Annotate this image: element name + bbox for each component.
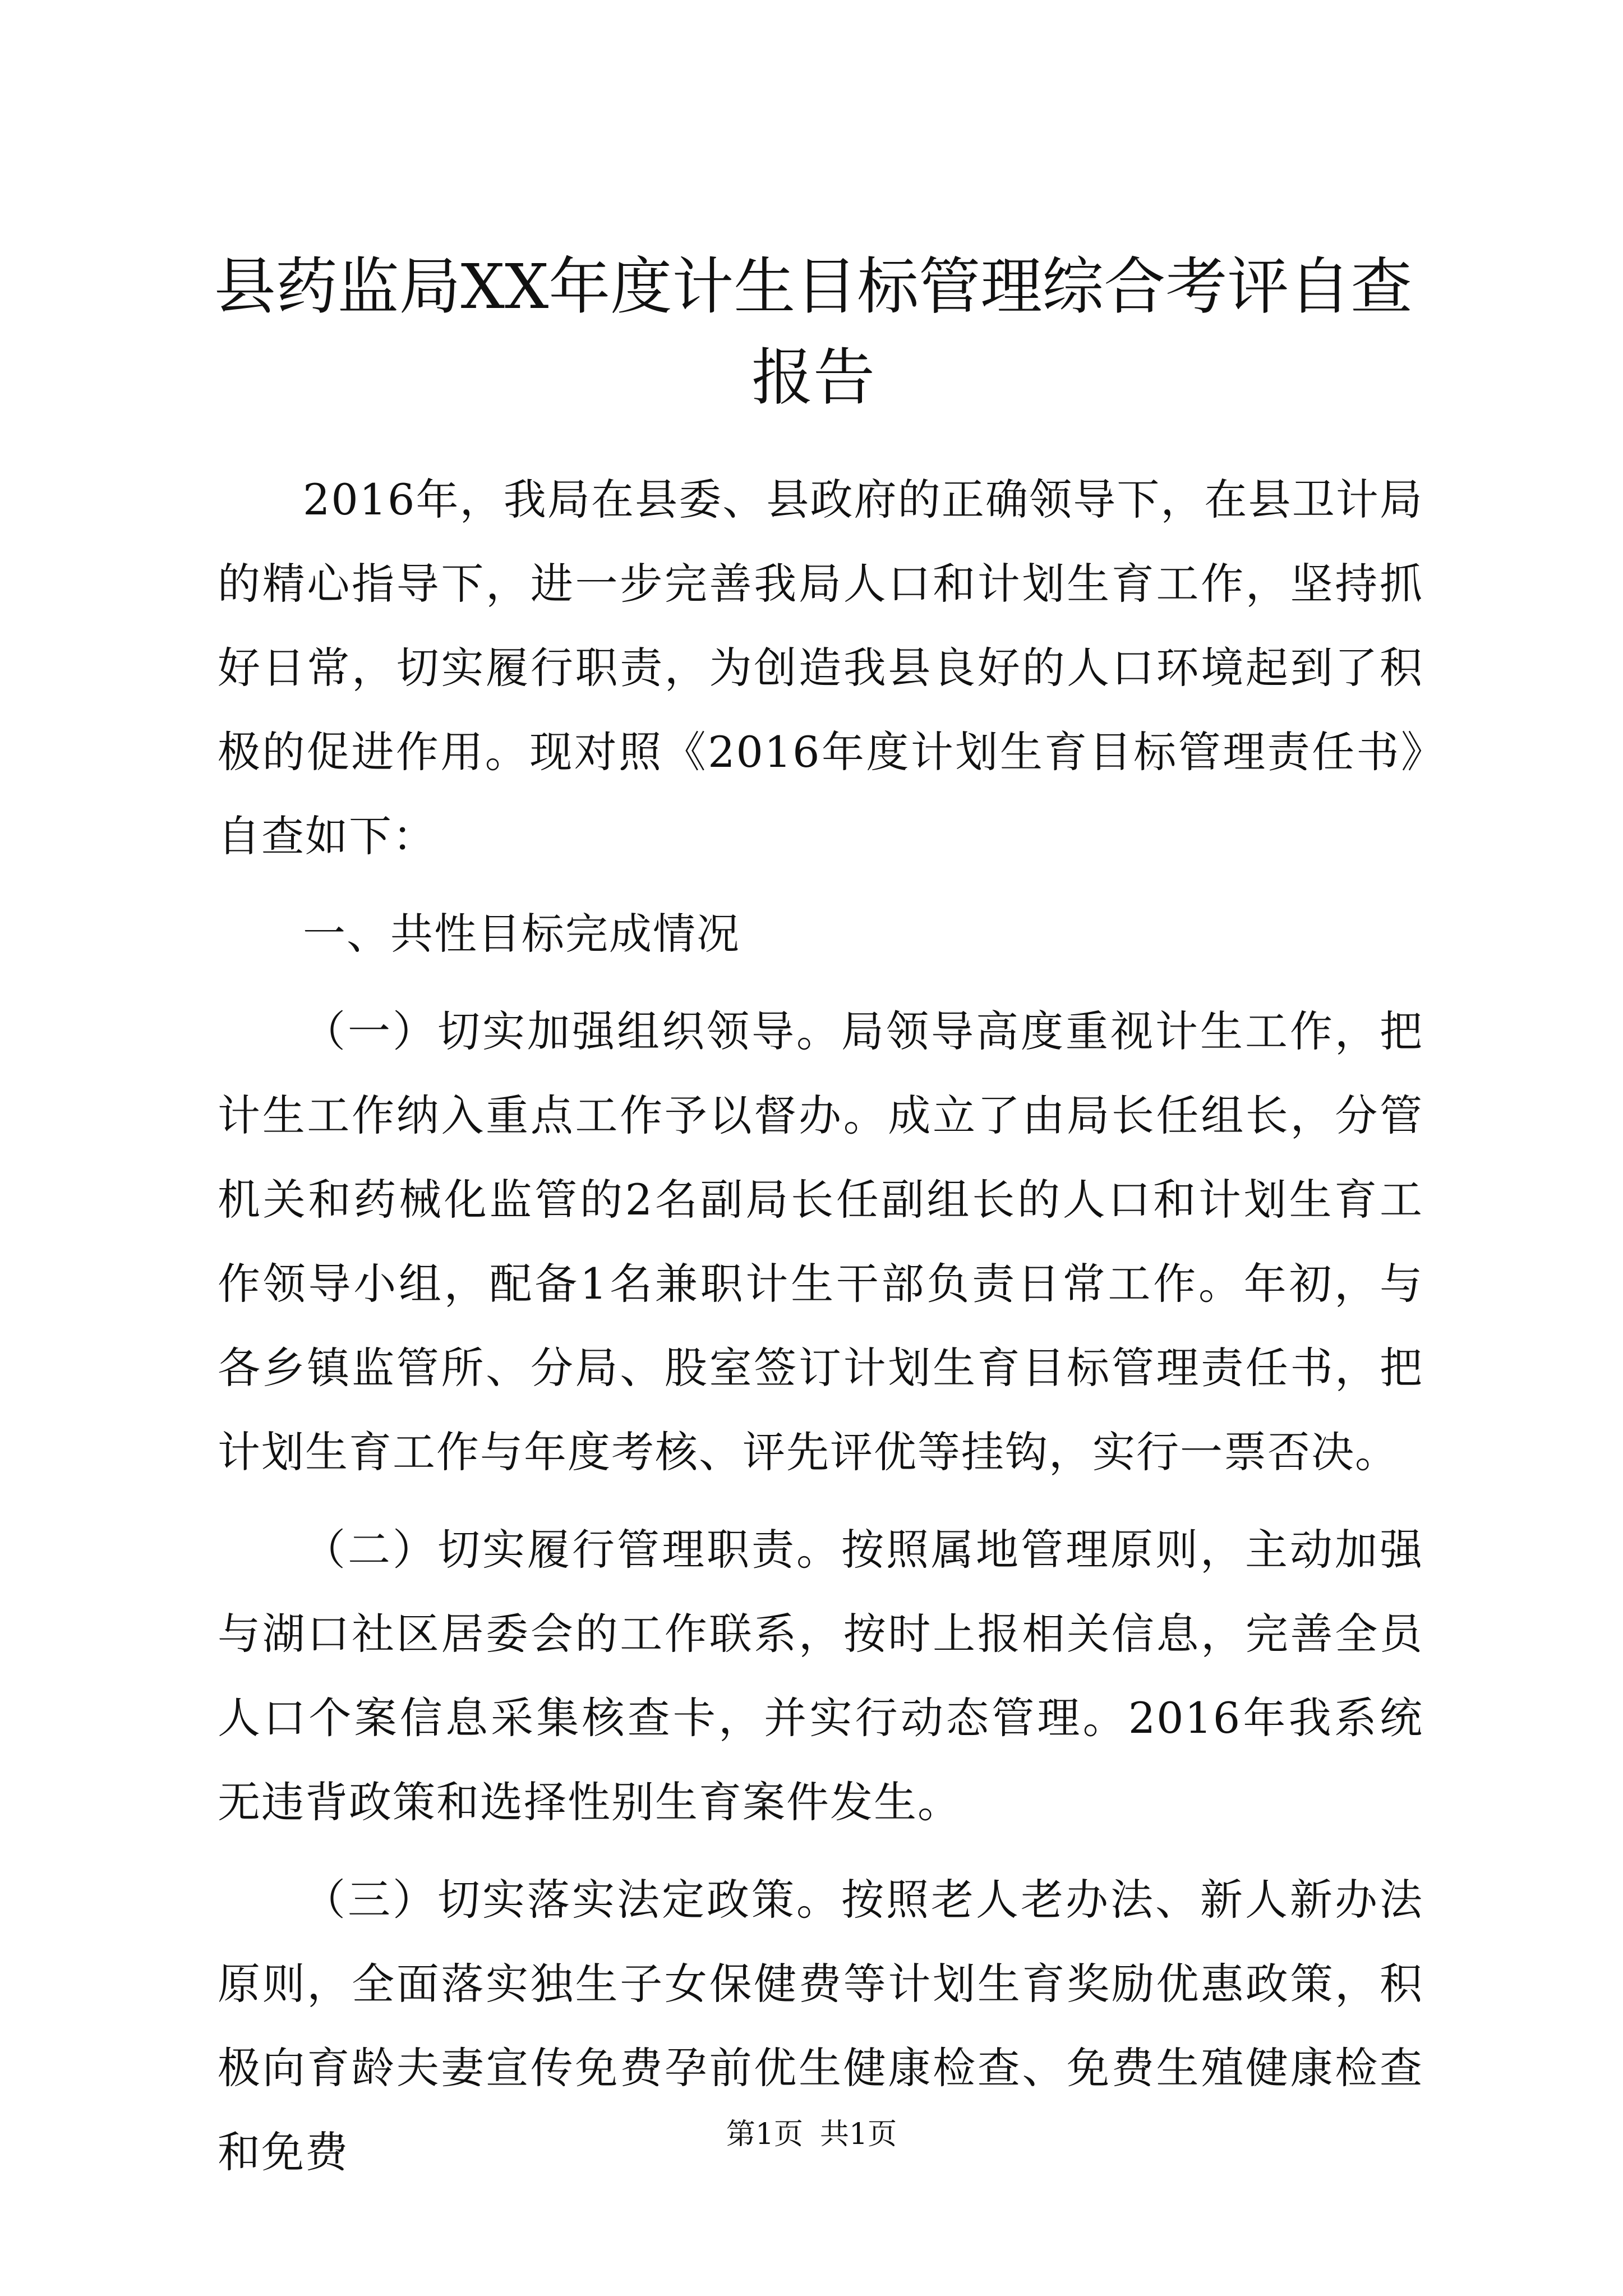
page-footer (0, 2115, 1623, 2154)
page-total: 共1页 (820, 2118, 897, 2151)
page-number: 第1页 (726, 2118, 803, 2151)
section-heading: 一、共性目标完成情况 (303, 909, 740, 959)
document-body (218, 458, 1423, 2194)
paragraph-organization: （一）切实加强组织领导。局领导高度重视计生工作，把计生工作纳入重点工作予以督办。成立了由局长任组长，分管机关和药械化监管的2名副局长任副组长的人口和计划生育工作领导小组，配备1名兼职计生干部负责日常工作。年初，与各乡镇监管所、分局、股室签订计划生育目标管理责任书，把计划生育工作与年度考核、评先评优等挂钩，实行一票否决。 (218, 1006, 1423, 1477)
document-title: 县药监局XX年度计生目标管理综合考评自查报告 (214, 251, 1413, 413)
paragraph-policy: （三）切实落实法定政策。按照老人老办法、新人新办法原则，全面落实独生子女保健费等计划生育奖励优惠政策，积极向育龄夫妻宣传免费孕前优生健康检查、免费生殖健康检查和免费 (218, 1875, 1423, 2177)
paragraph-intro: 2016年，我局在县委、县政府的正确领导下，在县卫计局的精心指导下，进一步完善我局人口和计划生育工作，坚持抓好日常，切实履行职责，为创造我县良好的人口环境起到了积极的促进作用。现对照《2016年度计划生育目标管理责任书》自查如下： (218, 475, 1423, 861)
paragraph-management: （二）切实履行管理职责。按照属地管理原则，主动加强与湖口社区居委会的工作联系，按时上报相关信息，完善全员人口个案信息采集核查卡，并实行动态管理。2016年我系统无违背政策和选择性别生育案件发生。 (218, 1525, 1423, 1827)
